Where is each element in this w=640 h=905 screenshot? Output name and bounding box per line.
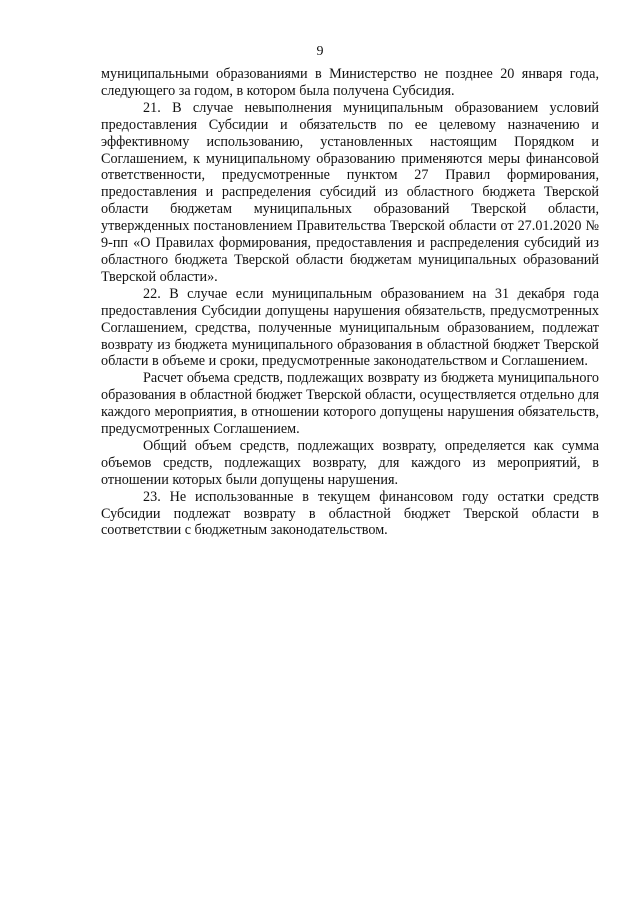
- paragraph-21: 21. В случае невыполнения муниципальным образованием условий предоставления Субсидии и обязательств по ее целевому назначению и эффективному использованию, установленных настоящим Порядком и Соглашением, к муниципальному образованию применяются меры финансовой ответственности, предусмотренные пунктом 27 Правил формирования, предоставления и распределения субсидий из областного бюджета Тверской области бюджетам муниципальных образований Тверской области, утвержденных постановлением Правительства Тверской области от 27.01.2020 № 9-пп «О Правилах формирования, предоставления и распределения субсидий из областного бюджета Тверской области бюджетам муниципальных образований Тверской области».: [101, 99, 599, 285]
- paragraph-calculation: Расчет объема средств, подлежащих возврату из бюджета муниципального образования в областной бюджет Тверской области, осуществляется отдельно для каждого мероприятия, в отношении которого допущены нарушения обязательств, предусмотренных Соглашением.: [101, 370, 599, 438]
- document-body: [101, 66, 599, 539]
- paragraph-total-volume: Общий объем средств, подлежащих возврату, определяется как сумма объемов средств, подлежащих возврату, для каждого из мероприятий, в отношении которых были допущены нарушения.: [101, 437, 599, 488]
- paragraph-22: 22. В случае если муниципальным образованием на 31 декабря года предоставления Субсидии допущены нарушения обязательств, предусмотренных Соглашением, средства, полученные муниципальным образованием, подлежат возврату из бюджета муниципального образования в областной бюджет Тверской области в объеме и сроки, предусмотренные законодательством и Соглашением.: [101, 285, 599, 370]
- page-number: 9: [316, 44, 324, 59]
- paragraph-continuation: муниципальными образованиями в Министерство не позднее 20 января года, следующего за годом, в котором была получена Субсидия.: [101, 66, 599, 99]
- paragraph-23: 23. Не использованные в текущем финансовом году остатки средств Субсидии подлежат возврату в областной бюджет Тверской области в соответствии с бюджетным законодательством.: [101, 488, 599, 539]
